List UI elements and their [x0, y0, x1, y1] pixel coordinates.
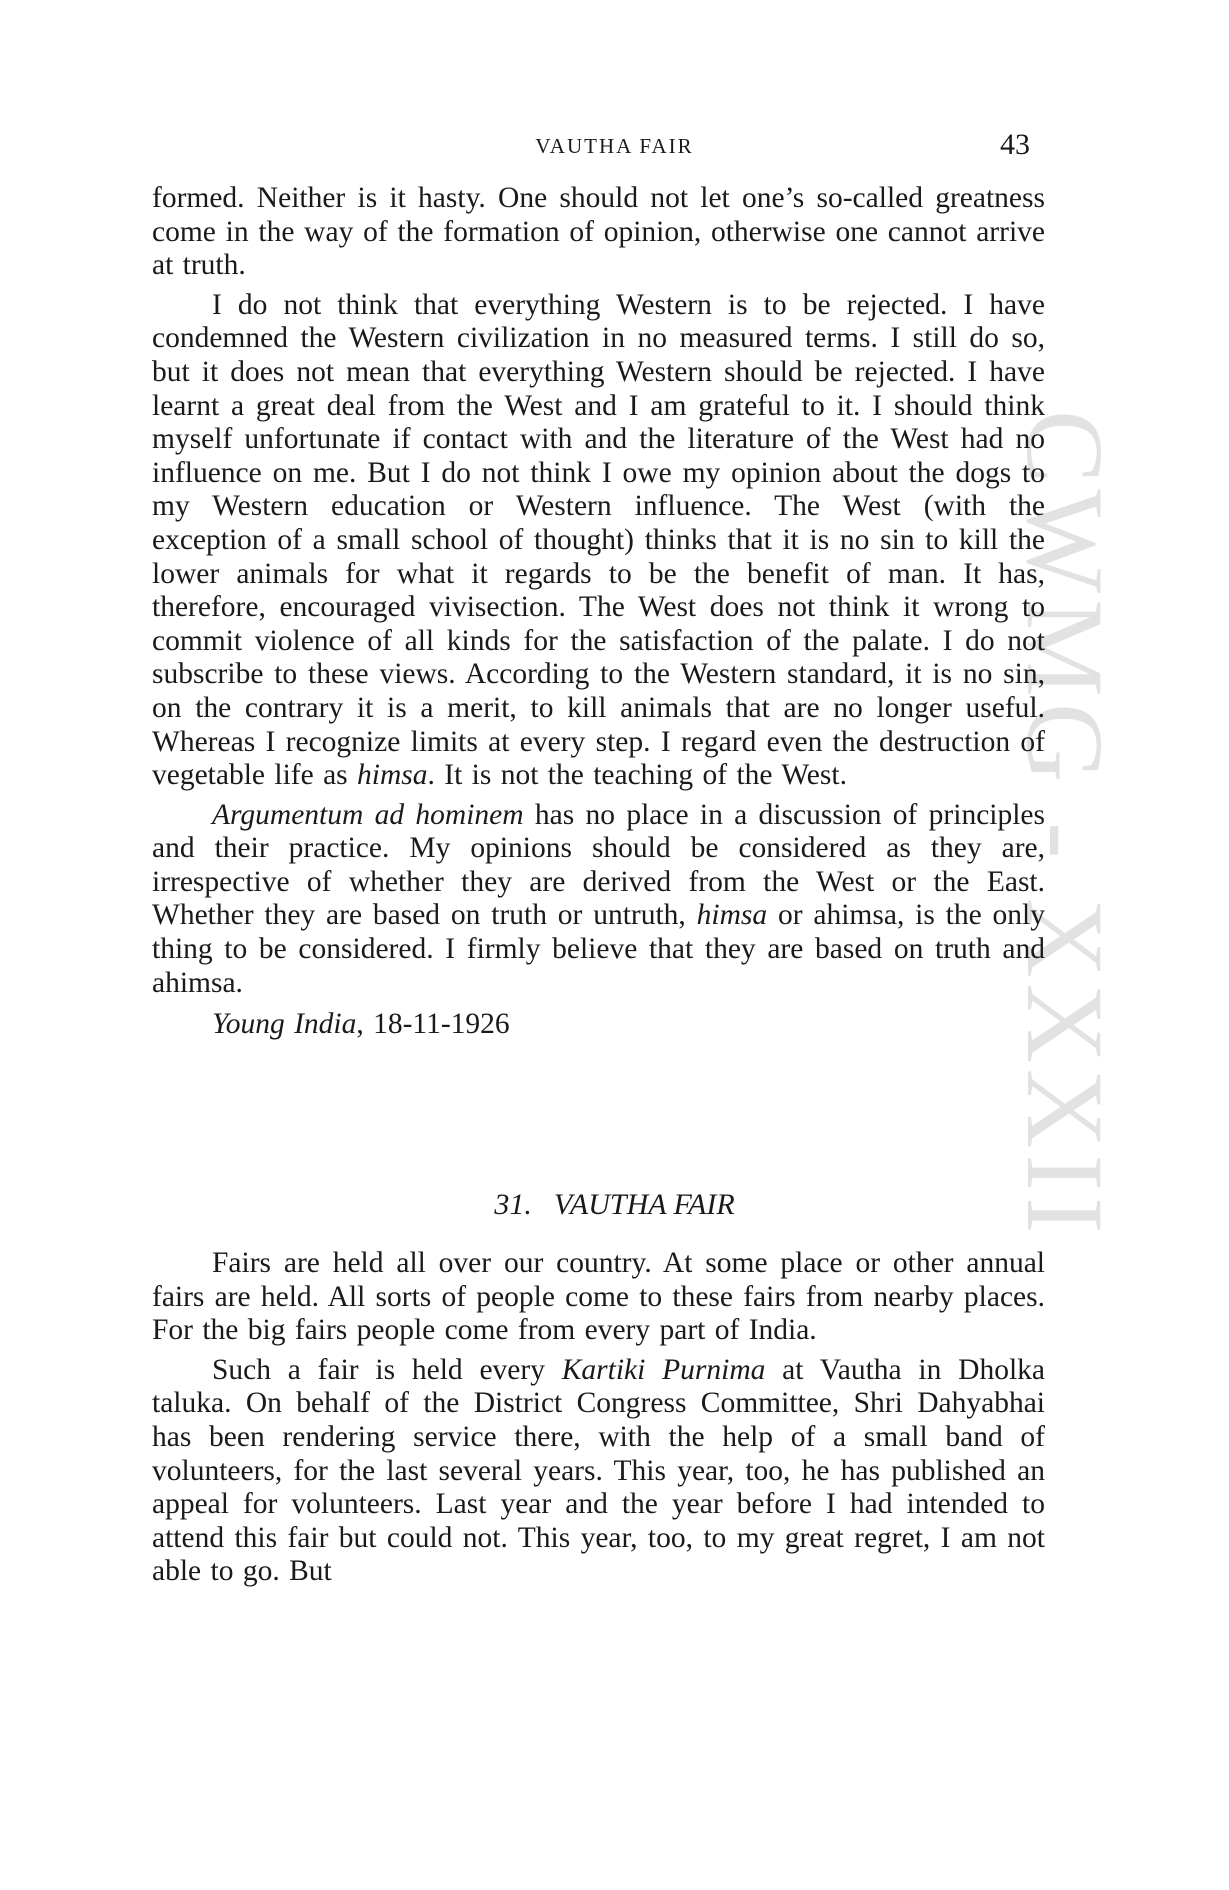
himsa-term: himsa — [357, 759, 428, 792]
paragraph-3-end: or ahimsa, is the only thing to be considered. I firmly believe that they are based on truth and ahimsa. — [152, 899, 1046, 999]
page-number: 43 — [1000, 128, 1030, 161]
section-title: VAUTHA FAIR — [553, 1188, 735, 1221]
section-number: 31. — [494, 1188, 532, 1221]
paragraph-1: formed. Neither is it hasty. One should not let one’s so-called greatness come in the way of the formation of opinion, otherwise one cannot arrive at truth. — [152, 182, 1045, 282]
latin-phrase: Argumentum ad hominem — [212, 798, 524, 831]
citation-date: , 18-11-1926 — [356, 1008, 510, 1041]
paragraph-2-text: I do not think that everything Western is to be rejected. I have condemned the Western civilization in no measured terms. I still do so, but it does not mean that everything Western should be rejected. I have learnt a great deal from the West and I am grateful to it. I should think myself unfortunate if contact with and the literature of the West had no influence on me. But I do not think I owe my opinion about the dogs to my Western education or Western influence. The West (with the exception of a small school of thought) thinks that it is no sin to kill the lower animals for what it regards to be the benefit of man. It has, therefore, encouraged vivisection. The West does not think it wrong to commit violence of all kinds for the satisfaction of the palate. I do not subscribe to these views. According to the Western standard, it is no sin, on the contrary it is a merit, to kill animals that are no longer useful. Whereas I recognize limits at every step. I regard even the destruction of vegetable life as — [152, 288, 1045, 792]
article-vautha-fair — [152, 1247, 1045, 1589]
paragraph-5-end: at Vautha in Dholka taluka. On behalf of the District Congress Committee, Shri Dahyabhai has been rendering service there, with the help of a small band of volunteers, for the last several years. This year, too, he has published an appeal for volunteers. Last year and the year before I had intended to attend this fair but could not. This year, too, to my great regret, I am not able to go. But — [152, 1353, 1046, 1588]
paragraph-4: Fairs are held all over our country. At some place or other annual fairs are held. All sorts of people come to these fairs from nearby places. For the big fairs people come from every part of India. — [152, 1247, 1045, 1347]
kartiki-purnima-term: Kartiki Purnima — [561, 1353, 766, 1386]
paragraph-2 — [152, 289, 1045, 793]
paragraph-5-text: Such a fair is held every — [212, 1353, 545, 1386]
article-continuation — [152, 182, 1045, 1042]
paragraph-2-end: . It is not the teaching of the West. — [427, 759, 847, 792]
source-citation — [152, 1008, 1045, 1042]
paragraph-3-text: has no place in a discussion of principles and their practice. My opinions should be considered as they are, irrespective of whether they are derived from the West or the East. Whether they are based on truth or untruth, — [152, 798, 1045, 932]
paragraph-5 — [152, 1354, 1045, 1589]
running-head: VAUTHA FAIR — [535, 134, 694, 158]
paragraph-3 — [152, 799, 1045, 1001]
section-heading — [0, 1188, 1229, 1222]
citation-source: Young India — [212, 1008, 357, 1041]
watermark: CWMG - XXXII — [1004, 410, 1126, 1240]
himsa-term: himsa — [696, 899, 768, 932]
